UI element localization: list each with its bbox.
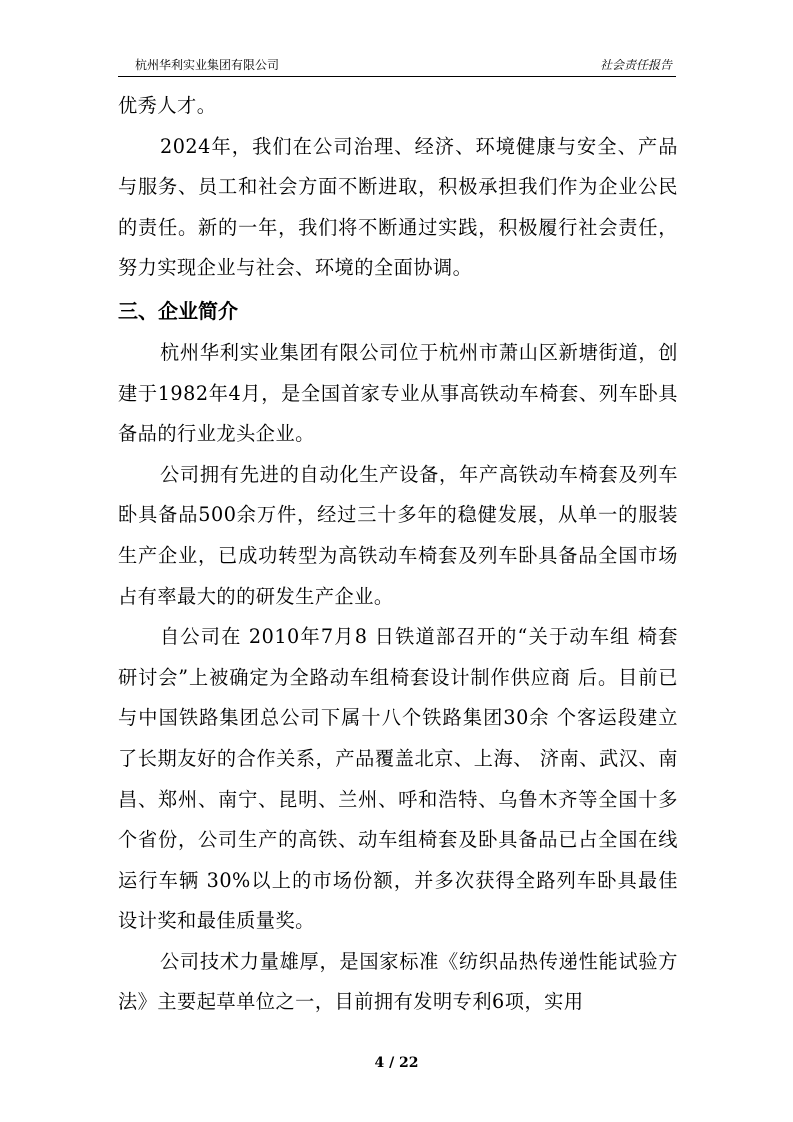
paragraph-production-equipment: 公司拥有先进的自动化生产设备，年产高铁动车椅套及列车卧具备品500余万件，经过三十多年的稳健发展，从单一的服装生产企业，已成功转型为高铁动车椅套及列车卧具备品全国市场占有率最大的的研发生产企业。	[118, 462, 678, 608]
paragraph-continuation: 优秀人才。	[118, 94, 217, 117]
header-report-title: 社会责任报告	[599, 58, 672, 72]
paragraph-technical-strength: 公司技术力量雄厚，是国家标准《纺织品热传递性能试验方法》主要起草单位之一，目前拥有发明专利6项，实用	[118, 949, 678, 1014]
paragraph-2024-summary: 2024年，我们在公司治理、经济、环境健康与安全、产品与服务、员工和社会方面不断进取，积极承担我们作为企业公民的责任。新的一年，我们将不断通过实践，积极履行社会责任，努力实现企业与社会、环境的全面协调。	[118, 134, 678, 280]
header-company-name: 杭州华利实业集团有限公司	[135, 58, 280, 72]
section-title-company-profile: 三、企业简介	[118, 298, 238, 323]
page-number: 4 / 22	[374, 1055, 419, 1071]
paragraph-company-intro: 杭州华利实业集团有限公司位于杭州市萧山区新塘街道，创建于1982年4月，是全国首家专业从事高铁动车椅套、列车卧具备品的行业龙头企业。	[118, 340, 678, 446]
paragraph-market-coverage: 自公司在 2010年7月8 日铁道部召开的“关于动车组 椅套研讨会”上被确定为全路动车组椅套设计制作供应商 后。目前已与中国铁路集团总公司下属十八个铁路集团30余 个客运段建立了长期友好的合作关系，产品覆盖北京、上海、 济南、武汉、南昌、郑州、南宁、昆明、兰州、呼和浩特、乌鲁木齐等全国十多个省份，公司生产的高铁、动车组椅套及卧具备品已占全国在线运行车辆 30%以上的市场份额，并多次获得全路列车卧具最佳设计奖和最佳质量奖。	[118, 625, 678, 933]
page-header	[118, 56, 676, 77]
document-body	[118, 86, 678, 1023]
